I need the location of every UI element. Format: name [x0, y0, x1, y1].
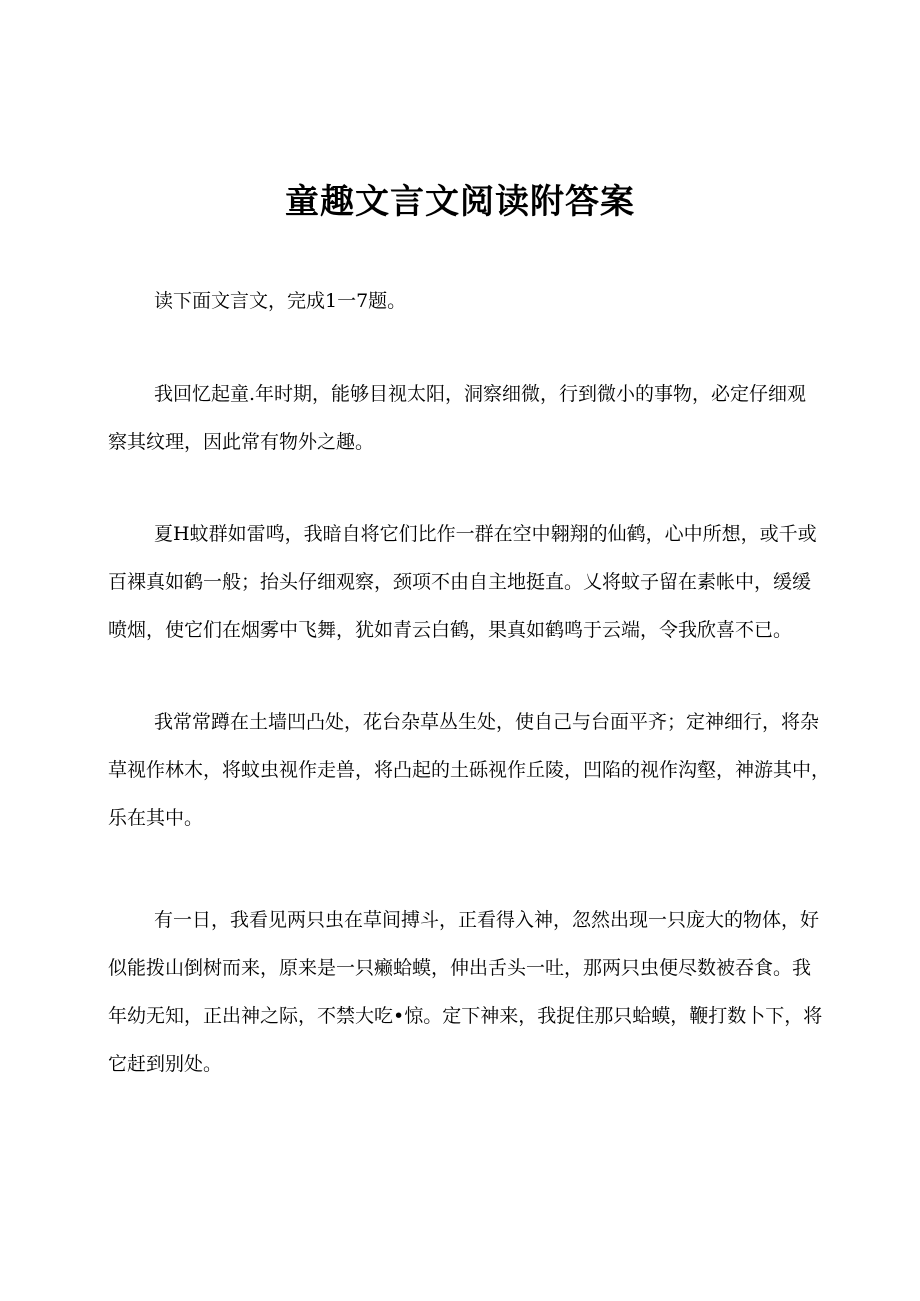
paragraph-line: 年幼无知，正出神之际，不禁大吃•惊。定下神来，我捉住那只蛤蟆，鞭打数卜下，将	[108, 1005, 823, 1027]
paragraph-line: 察其纹理，因此常有物外之趣。	[108, 431, 375, 453]
paragraph-line: 我回忆起童.年时期，能够目视太阳，洞察细微，行到微小的事物，必定仔细观	[154, 383, 807, 405]
paragraph-line: 乐在其中。	[108, 807, 204, 829]
paragraph-line: 似能拨山倒树而来，原来是一只癞蛤蟆，伸出舌头一吐，那两只虫便尽数被吞食。我	[108, 957, 812, 979]
paragraph-4	[108, 896, 823, 1088]
paragraph-line: 我常常蹲在土墙凹凸处，花台杂草丛生处，使自己与台面平齐；定神细行，将杂	[154, 711, 820, 733]
paragraph-line: 喷烟，使它们在烟雾中飞舞，犹如青云白鹤，果真如鹤鸣于云端，令我欣喜不已。	[108, 619, 793, 641]
document-title: 童趣文言文阅读附答案	[285, 182, 635, 222]
paragraph-line: 百裸真如鹤一般；抬头仔细观察，颈项不由自主地挺直。乂将蚊子留在素帐中，缓缓	[108, 571, 812, 593]
paragraph-line: 草视作林木，将蚊虫视作走兽，将凸起的土砾视作丘陵，凹陷的视作沟壑，神游其中，	[108, 759, 831, 781]
paragraph-1	[108, 370, 820, 466]
paragraph-3	[108, 698, 831, 842]
paragraph-line: 有一日，我看见两只虫在草间搏斗，正看得入神，忽然出现一只庞大的物体，好	[154, 909, 820, 931]
intro-instruction: 读下面文言文，完成1一7题。	[154, 290, 407, 312]
paragraph-line: 它赶到别处。	[108, 1053, 223, 1075]
paragraph-line: 夏H蚊群如雷鸣，我暗自将它们比作一群在空中翱翔的仙鹤，心中所想，或千或	[154, 523, 817, 545]
paragraph-2	[108, 510, 820, 654]
